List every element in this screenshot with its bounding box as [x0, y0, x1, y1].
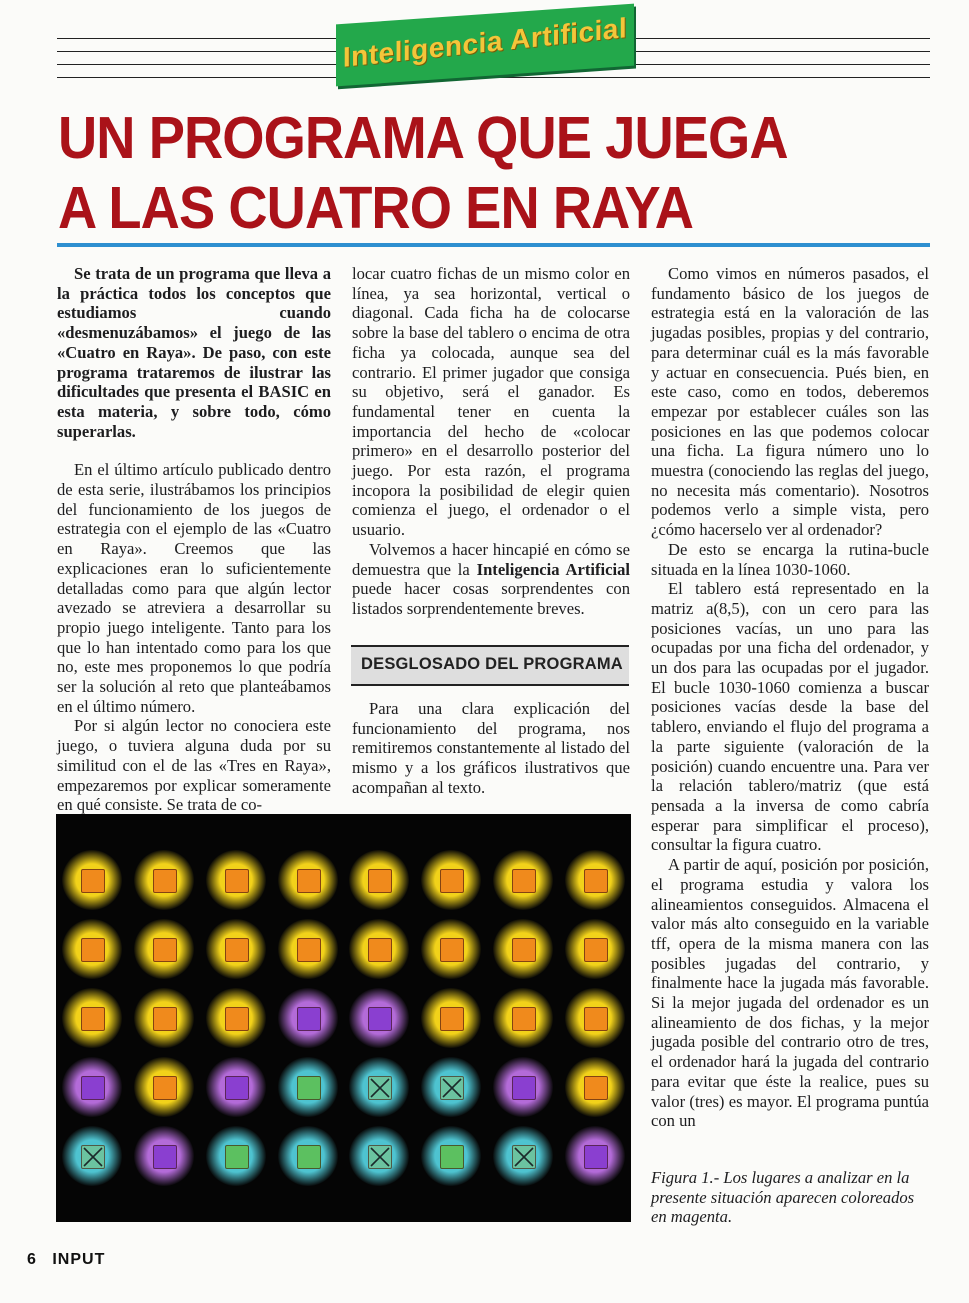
disc-marker [512, 1145, 536, 1169]
board-disc-magenta [62, 1057, 122, 1117]
board-disc-yellow [565, 850, 625, 910]
board-disc-magenta [134, 1126, 194, 1186]
board-disc-cyan [421, 1126, 481, 1186]
board-disc-cyan-crossed [349, 1126, 409, 1186]
headline [58, 103, 788, 243]
headline-line-1: UN PROGRAMA QUE JUEGA [58, 105, 788, 171]
headline-underline [57, 243, 930, 247]
disc-marker [225, 1007, 249, 1031]
body-paragraph: Para una clara explicación del funcionamiento del programa, nos remitiremos constantemente al listado del mismo y a los gráficos ilustrativos que acompañan al texto. [352, 699, 630, 797]
board-disc-yellow [206, 919, 266, 979]
disc-marker [440, 1145, 464, 1169]
board-disc-cyan-crossed [493, 1126, 553, 1186]
board-disc-magenta [565, 1126, 625, 1186]
board-disc-magenta [349, 988, 409, 1048]
disc-marker [584, 1145, 608, 1169]
board-disc-cyan [206, 1126, 266, 1186]
disc-marker [440, 869, 464, 893]
board-disc-yellow [206, 988, 266, 1048]
disc-marker [584, 869, 608, 893]
board-disc-yellow [349, 919, 409, 979]
body-paragraph: locar cuatro fichas de un mismo color en línea, ya sea horizontal, vertical o diagonal. Cada ficha ha de colocarse sobre la base del tablero o encima de otra ficha ya colocada, aunque sea del contrario. El primer jugador que consiga su objetivo, será el ganador. Es fundamental tener en cuenta la importancia del hecho de «colocar primero» en el desarrollo posterior del juego. Por esta razón, el programa incopora la posibilidad de elegir quien comienza el juego, el ordenador o el usuario. [352, 264, 630, 540]
disc-marker [512, 938, 536, 962]
disc-marker [512, 869, 536, 893]
headline-line-2: A LAS CUATRO EN RAYA [58, 175, 694, 241]
disc-marker [297, 1007, 321, 1031]
board-disc-yellow [278, 919, 338, 979]
disc-marker [225, 869, 249, 893]
page-footer [27, 1251, 105, 1269]
board-disc-magenta [206, 1057, 266, 1117]
board-disc-cyan-crossed [62, 1126, 122, 1186]
board-disc-yellow [493, 850, 553, 910]
disc-marker [512, 1076, 536, 1100]
disc-marker [440, 1007, 464, 1031]
board-disc-yellow [134, 1057, 194, 1117]
cross-icon [369, 1077, 391, 1099]
disc-marker [297, 1145, 321, 1169]
disc-marker [153, 1007, 177, 1031]
magazine-name: INPUT [52, 1251, 106, 1268]
board-disc-magenta [493, 1057, 553, 1117]
disc-marker [297, 1076, 321, 1100]
body-paragraph: A partir de aquí, posición por posición, el programa estudia y valora los alineamientos conseguidos. Almacena el valor más alto conseguido en la variable tff, opera de la misma manera con las posibles jugadas del contrario, y finalmente hace la jugada más favorable. Si la mejor jugada del ordenador es un alineamiento de dos fichas, y la mejor jugada posible del contrario otro de tres, el ordenador hará la jugada del contrario para evitar que éste la realice, pues su valor (tres) es mayor. El programa puntúa con un [651, 855, 929, 1131]
body-paragraph: Por si algún lector no conociera este juego, o tuviera alguna duda por su similitud con el de las «Tres en Raya», empezaremos por explicar someramente en qué consiste. Se trata de co- [57, 716, 331, 815]
disc-marker [440, 1076, 464, 1100]
disc-marker [153, 938, 177, 962]
disc-marker [225, 1076, 249, 1100]
body-text-bold: Inteligencia Artificial [476, 559, 630, 579]
cross-icon [369, 1146, 391, 1168]
disc-marker [368, 1076, 392, 1100]
body-paragraph: El tablero está representado en la matriz a(8,5), con un cero para las posiciones vacías, un uno para las ocupadas por una ficha del ordenador, y un dos para las ocupadas por el jugador. El bucle 1030-1060 comienza a buscar posiciones vacías desde la base del tablero, enviando el flujo del programa a la parte siguiente (valoración de la posición) cuando encuentre una. Para ver la relación tablero/matriz (que está pensada a la inversa de como cabría esperar para simplificar el proceso), consultar la figura cuatro. [651, 579, 929, 855]
disc-marker [81, 1145, 105, 1169]
disc-marker [153, 1076, 177, 1100]
disc-marker [81, 938, 105, 962]
board-disc-yellow [565, 919, 625, 979]
board-disc-yellow [565, 1057, 625, 1117]
disc-marker [368, 869, 392, 893]
column-2 [352, 264, 630, 619]
disc-marker [584, 1076, 608, 1100]
body-text: puede hacer cosas sorprendentes con listados sorprendentemente breves. [352, 579, 630, 618]
disc-marker [368, 1007, 392, 1031]
board-disc-yellow [421, 988, 481, 1048]
disc-marker [225, 938, 249, 962]
board-disc-magenta [278, 988, 338, 1048]
board-disc-cyan [278, 1057, 338, 1117]
board-disc-cyan-crossed [349, 1057, 409, 1117]
board-disc-cyan [278, 1126, 338, 1186]
page-number: 6 [27, 1251, 37, 1268]
board-disc-yellow [493, 988, 553, 1048]
disc-marker [225, 1145, 249, 1169]
board-disc-yellow [134, 919, 194, 979]
cross-icon [441, 1077, 463, 1099]
board-disc-yellow [278, 850, 338, 910]
board-disc-yellow [493, 919, 553, 979]
disc-marker [153, 1145, 177, 1169]
disc-marker [512, 1007, 536, 1031]
column-2-continued [352, 699, 630, 798]
column-1 [57, 264, 331, 815]
board-disc-yellow [349, 850, 409, 910]
disc-marker [81, 1076, 105, 1100]
board-disc-yellow [62, 919, 122, 979]
subheading-box [351, 645, 629, 686]
disc-marker [297, 869, 321, 893]
figure-1-board [56, 814, 631, 1222]
cross-icon [513, 1146, 535, 1168]
disc-marker [440, 938, 464, 962]
disc-marker [584, 1007, 608, 1031]
board-disc-yellow [421, 919, 481, 979]
body-paragraph: En el último artículo publicado dentro de esta serie, ilustrábamos los principios del funcionamiento de los juegos de estrategia con el ejemplo de las «Cuatro en Raya». Creemos que las explicaciones eran lo suficientemente detalladas como para que algún lector avezado se atreviera a desarrollar su propio juego inteligente. Tanto para los que lo han intentado como para los que no, este mes proponemos lo que podría ser la solución al reto que planteábamos en el último número. [57, 460, 331, 716]
lead-paragraph: Se trata de un programa que lleva a la práctica todos los conceptos que estudiamos cuando «desmenuzábamos» el juego de las «Cuatro en Raya». De paso, con este programa trataremos de ilustrar las dificultades que presenta el BASIC en esta materia, y sobre todo, cómo superarlas. [57, 264, 331, 441]
board-disc-yellow [134, 850, 194, 910]
board-disc-yellow [206, 850, 266, 910]
section-tag-label: Inteligencia Artificial [342, 12, 628, 73]
body-text: Volvemos a hacer hincapié en cómo se demuestra que la [352, 539, 630, 579]
subheading: DESGLOSADO DEL PROGRAMA [361, 655, 623, 673]
disc-marker [368, 938, 392, 962]
board-disc-cyan-crossed [421, 1057, 481, 1117]
disc-marker [368, 1145, 392, 1169]
body-paragraph: De esto se encarga la rutina-bucle situada en la línea 1030-1060. [651, 539, 929, 579]
body-paragraph [352, 540, 630, 619]
board-disc-yellow [62, 850, 122, 910]
cross-icon [82, 1146, 104, 1168]
board-disc-yellow [565, 988, 625, 1048]
body-paragraph: Como vimos en números pasados, el fundamento básico de los juegos de estrategia está en la valoración de las jugadas posibles, propias y del contrario, para determinar cuál es la más favorable y actuar en consecuencia. Pués bien, en este caso, como en todos, deberemos empezar por establecer cuáles son las posiciones en las que podemos colocar una ficha. La figura número uno lo muestra (conociendo las reglas del juego, no necesita más comentario). Nosotros podemos verlo a simple vista, pero ¿cómo hacerselo ver al ordenador? [651, 264, 929, 540]
disc-marker [81, 1007, 105, 1031]
board-disc-yellow [134, 988, 194, 1048]
disc-marker [153, 869, 177, 893]
disc-marker [81, 869, 105, 893]
column-3 [651, 264, 929, 1131]
figure-caption: Figura 1.- Los lugares a analizar en la presente situación aparecen coloreados en magenta. [651, 1168, 915, 1226]
board-disc-yellow [421, 850, 481, 910]
disc-marker [297, 938, 321, 962]
disc-marker [584, 938, 608, 962]
board-disc-yellow [62, 988, 122, 1048]
